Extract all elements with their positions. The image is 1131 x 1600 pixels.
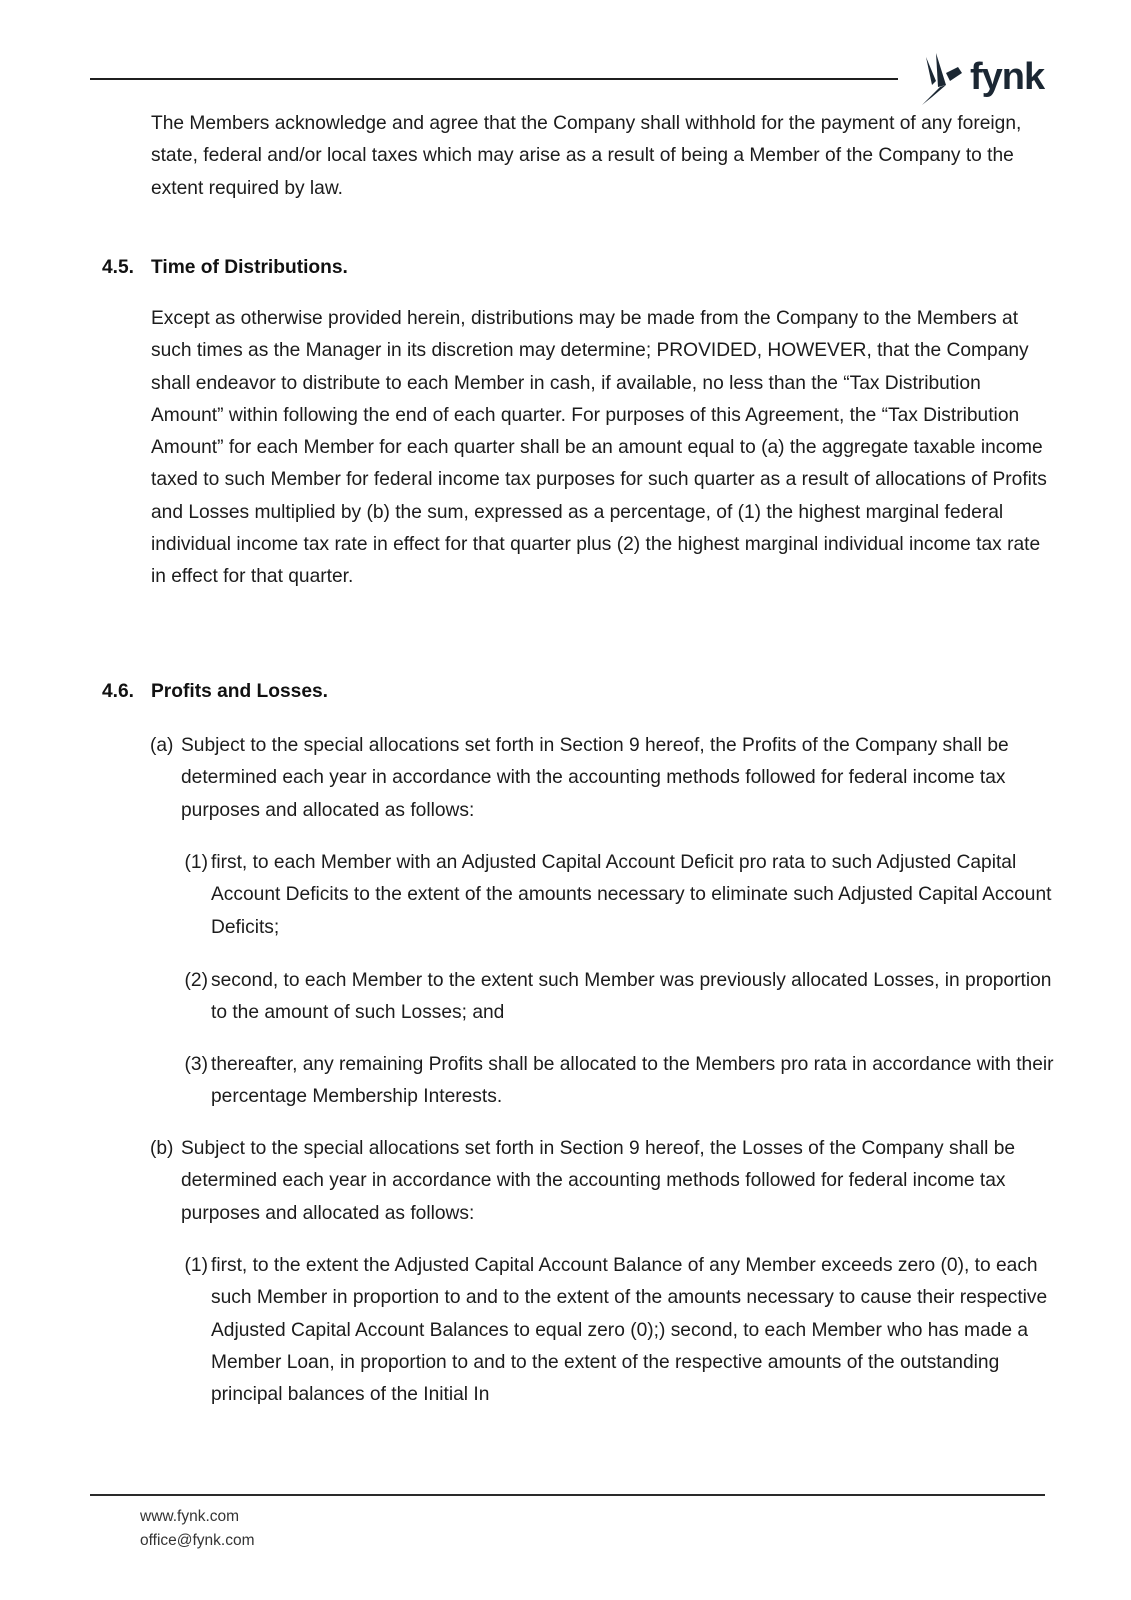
subsection-a-item-2 (180, 965, 1060, 1030)
list-item-text: second, to each Member to the extent such Member was previously allocated Losses, in proportion to the amount of such Losses; and (211, 970, 1052, 1024)
subsection-b-item-1 (180, 1250, 1060, 1411)
list-item-text: first, to the extent the Adjusted Capital Account Balance of any Member exceeds zero (0), to each such Member in proportion to and to the extent of the amounts necessary to cause their respective Adjusted Capital Account Balances to equal zero (0);) second, to each Member who has made a Member Loan, in proportion to and to the extent of the respective amounts of the outstanding principal balances of the Initial In (211, 1255, 1048, 1406)
subsection-b (150, 1133, 1060, 1230)
section-heading-4-6 (102, 678, 328, 706)
section-title: Profits and Losses. (151, 681, 328, 702)
header-divider (90, 78, 898, 80)
list-item-text: Subject to the special allocations set forth in Section 9 hereof, the Profits of the Company shall be determined each year in accordance with the accounting methods followed for federal income tax purposes and allocated as follows: (181, 735, 1009, 821)
brand-name: fynk (970, 56, 1045, 98)
list-marker: (1) (184, 1255, 208, 1276)
intro-paragraph: The Members acknowledge and agree that the Company shall withhold for the payment of any foreign, state, federal and/or local taxes which may arise as a result of being a Member of the Company to the extent required by law. (151, 113, 1022, 199)
subsection-a-item-3 (180, 1049, 1060, 1114)
list-item-text: first, to each Member with an Adjusted Capital Account Deficit pro rata to such Adjusted Capital Account Deficits to the extent of the amounts necessary to eliminate such Adjusted Capital Account Deficits; (211, 852, 1052, 938)
section-number: 4.5. (102, 257, 135, 278)
list-item-text: thereafter, any remaining Profits shall be allocated to the Members pro rata in accordance with their percentage Membership Interests. (211, 1054, 1054, 1108)
section-title: Time of Distributions. (151, 257, 348, 278)
section-number: 4.6. (102, 681, 135, 702)
subsection-a-item-1 (180, 847, 1060, 944)
footer-email-link[interactable]: office@fynk.com (140, 1532, 255, 1549)
brand-logo (920, 50, 1044, 108)
list-item-text: Subject to the special allocations set forth in Section 9 hereof, the Losses of the Company shall be determined each year in accordance with the accounting methods followed for federal income tax purposes and allocated as follows: (181, 1138, 1016, 1224)
list-marker: (3) (184, 1054, 208, 1075)
list-marker: (2) (184, 970, 208, 991)
list-marker: (1) (184, 852, 208, 873)
origami-bird-icon (920, 51, 964, 107)
list-marker: (b) (150, 1138, 174, 1159)
footer-website-link[interactable]: www.fynk.com (140, 1508, 240, 1525)
footer-divider (90, 1494, 1045, 1496)
subsection-a (150, 730, 1060, 827)
section-heading-4-5 (102, 254, 348, 282)
section-4-5-body: Except as otherwise provided herein, distributions may be made from the Company to the Members at such times as the Manager in its discretion may determine; PROVIDED, HOWEVER, that the Company shall endeavor to distribute to each Member in cash, if available, no less than the “Tax Distribution Amount” within following the end of each quarter. For purposes of this Agreement, the “Tax Distribution Amount” for each Member for each quarter shall be an amount equal to (a) the aggregate taxable income taxed to such Member for federal income tax purposes for such quarter as a result of allocations of Profits and Losses multiplied by (b) the sum, expressed as a percentage, of (1) the highest marginal federal individual income tax rate in effect for that quarter plus (2) the highest marginal individual income tax rate in effect for that quarter. (151, 308, 1047, 588)
list-marker: (a) (150, 735, 174, 756)
